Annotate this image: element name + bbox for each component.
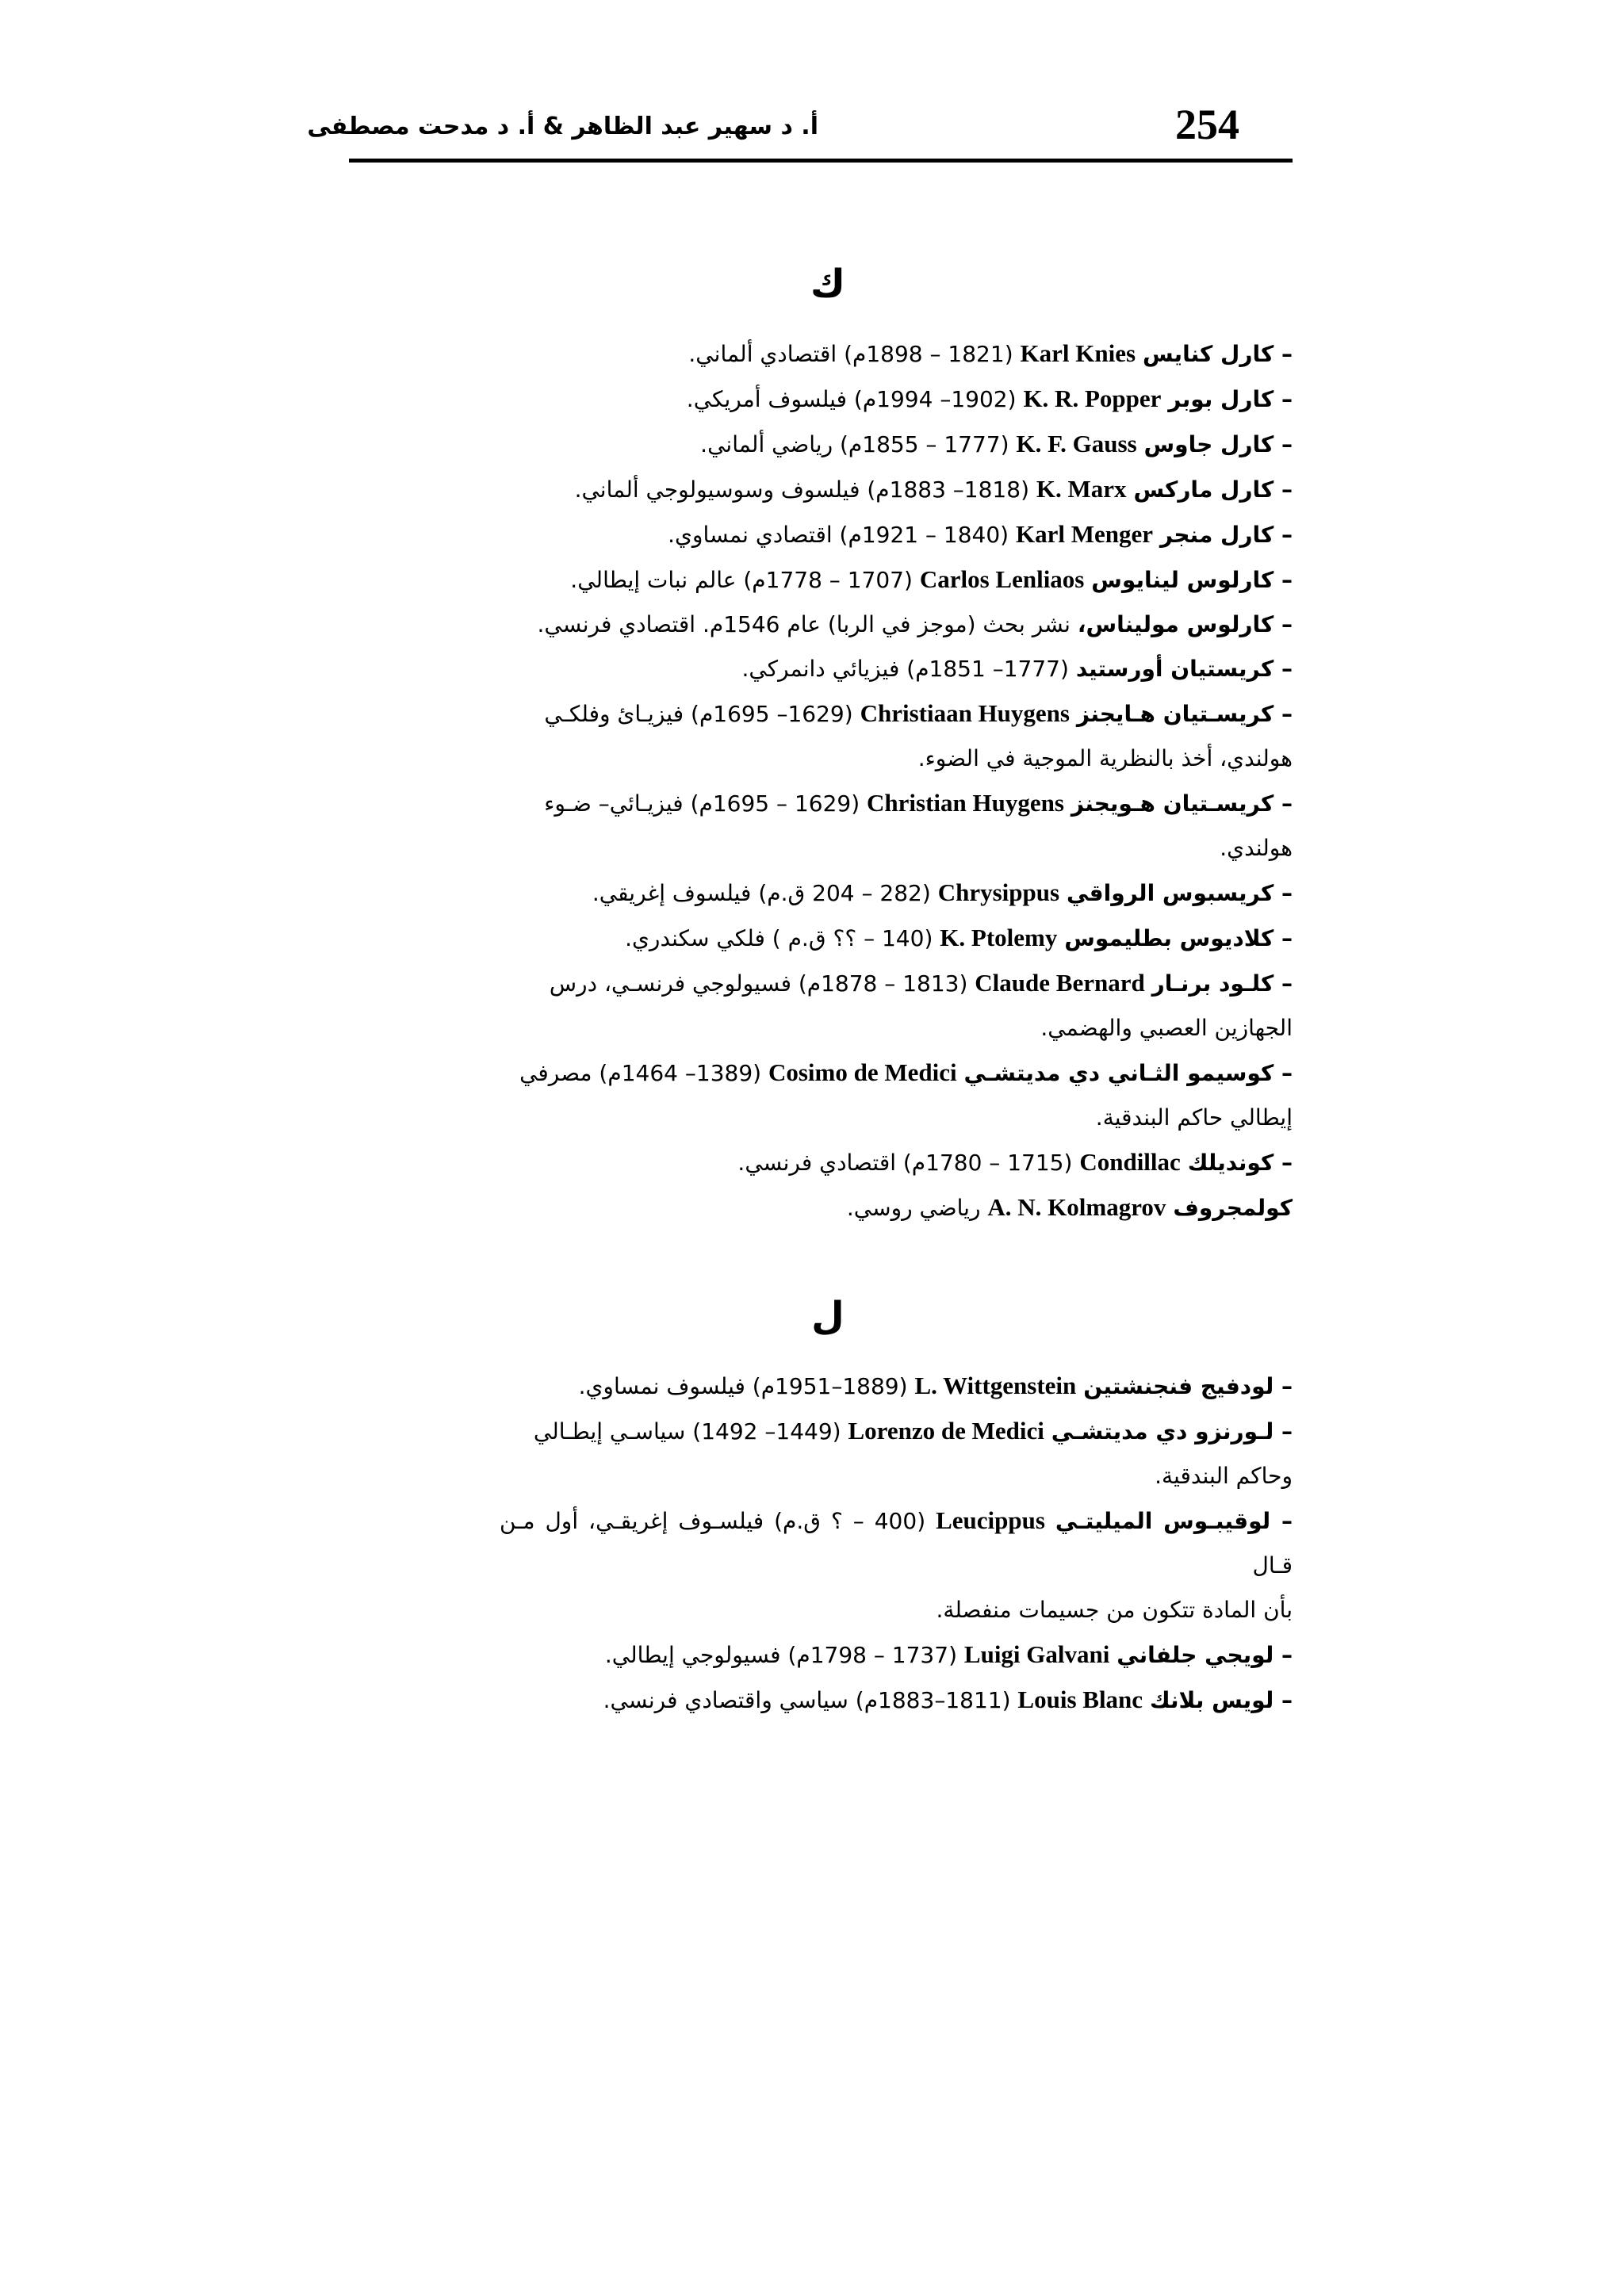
entry-description: (1389– 1464م) مصرفي: [519, 1060, 762, 1086]
entry-name: – لويجي جلفاني: [1116, 1642, 1293, 1668]
glossary-entry: [500, 871, 1293, 916]
entry-latin-name: Karl Knies: [1020, 339, 1136, 367]
glossary-entry: [500, 1678, 1293, 1723]
entry-description: (1811–1883م) سياسي واقتصادي فرنسي.: [603, 1687, 1011, 1713]
running-head: أ. د سهير عبد الظاهر & أ. د مدحت مصطفى: [307, 113, 818, 140]
entry-description: (1821 – 1898م) اقتصادي ألماني.: [688, 341, 1013, 367]
glossary-entry: [500, 691, 1293, 781]
entry-name: – كارل جاوس: [1143, 431, 1293, 457]
page-number: 254: [1175, 101, 1239, 148]
entry-continuation: هولندي، أخذ بالنظرية الموجية في الضوء.: [917, 745, 1293, 771]
entry-continuation: وحاكم البندقية.: [1155, 1463, 1293, 1489]
glossary-entry: [500, 647, 1293, 691]
glossary-entry: [500, 422, 1293, 467]
entry-description: (1813 – 1878م) فسيولوجي فرنسـي، درس: [549, 970, 968, 997]
section-letter-lam: ل: [811, 1294, 845, 1338]
entry-name: – كريسـتيان هـايجنز: [1076, 701, 1293, 727]
entry-name: – كريسـتيان هـويجنز: [1071, 790, 1293, 817]
entry-continuation: إيطالي حاكم البندقية.: [1095, 1104, 1293, 1131]
entry-description: (1707 – 1778م) عالم نبات إيطالي.: [570, 567, 913, 593]
entry-latin-name: Chrysippus: [937, 878, 1060, 906]
glossary-entry: [500, 1632, 1293, 1678]
glossary-entry: [500, 1185, 1293, 1230]
glossary-entry: [500, 603, 1293, 647]
glossary-entry: [500, 781, 1293, 871]
entry-description: (1629– 1695م) فيزيـائ وفلكـي: [544, 701, 853, 727]
entry-continuation: الجهازين العصبي والهضمي.: [1040, 1015, 1293, 1041]
entry-continuation: بأن المادة تتكون من جسيمات منفصلة.: [936, 1597, 1293, 1623]
glossary-entry: [500, 557, 1293, 603]
glossary-entry: [500, 1140, 1293, 1185]
glossary-entry: [500, 467, 1293, 512]
entry-description: (400 – ؟ ق.م) فيلسـوف إغريقـي، أول مـن قـال: [500, 1508, 1293, 1578]
entry-description: (1715 – 1780م) اقتصادي فرنسي.: [737, 1150, 1073, 1176]
entry-name: – لوقيبـوس الميليتـي: [1055, 1508, 1293, 1534]
entry-description: (1737 – 1798م) فسيولوجي إيطالي.: [604, 1642, 957, 1668]
glossary-entry: [500, 916, 1293, 961]
glossary-entry: [500, 1364, 1293, 1409]
entry-name: – كارل كنايس: [1142, 341, 1293, 367]
entry-description: (1902– 1994م) فيلسوف أمريكي.: [686, 386, 1017, 412]
entry-latin-name: K. Marx: [1036, 475, 1127, 503]
entry-name: – كارل بوبر: [1168, 386, 1293, 412]
entry-latin-name: Cosimo de Medici: [768, 1058, 957, 1086]
entry-latin-name: Claude Bernard: [975, 969, 1145, 997]
entry-name: – كارلوس موليناس،: [1077, 611, 1293, 637]
entry-name: – كارلوس لينايوس: [1091, 567, 1293, 593]
entry-latin-name: K. Ptolemy: [940, 924, 1058, 951]
entry-description: (1449– 1492) سياسـي إيطـالي: [533, 1418, 841, 1445]
entry-latin-name: Luigi Galvani: [963, 1640, 1110, 1668]
section-letter-kaf: ك: [810, 262, 845, 306]
entry-name: – كوسيمو الثـاني دي مديتشـي: [963, 1060, 1293, 1086]
entry-latin-name: K. R. Popper: [1023, 385, 1162, 412]
entry-description: (1840 – 1921م) اقتصادي نمساوي.: [668, 522, 1009, 548]
entry-latin-name: Christiaan Huygens: [860, 699, 1070, 727]
section-entries-kaf: [500, 331, 1293, 1230]
glossary-entry: [500, 1050, 1293, 1140]
entry-description: نشر بحث (موجز في الربا) عام 1546م. اقتصادي فرنسي.: [537, 611, 1071, 637]
entry-latin-name: Christian Huygens: [867, 789, 1064, 817]
entry-name: – كارل منجر: [1159, 522, 1293, 548]
glossary-entry: [500, 512, 1293, 557]
entry-name: – لـورنزو دي مديتشـي: [1051, 1418, 1293, 1445]
glossary-entry: [500, 331, 1293, 377]
entry-description: (140 – ؟؟ ق.م ) فلكي سكندري.: [625, 925, 933, 951]
entry-name: – كريسبوس الرواقي: [1066, 880, 1293, 906]
entry-description: (1629 – 1695م) فيزيـائي– ضـوء: [544, 790, 860, 817]
entry-latin-name: Karl Menger: [1016, 520, 1154, 548]
entry-latin-name: Condillac: [1079, 1148, 1181, 1176]
entry-description: رياضي روسي.: [846, 1195, 981, 1221]
entry-name: – كونديلك: [1187, 1150, 1293, 1176]
entry-latin-name: Carlos Lenliaos: [919, 565, 1085, 593]
glossary-entry: [500, 1498, 1293, 1632]
entry-latin-name: Louis Blanc: [1017, 1686, 1143, 1713]
entry-latin-name: Leucippus: [936, 1506, 1045, 1534]
glossary-entry: [500, 377, 1293, 422]
entry-name: كولمجروف: [1173, 1195, 1293, 1221]
entry-name: – كلـود برنـار: [1151, 970, 1293, 997]
entry-name: – لويس بلانك: [1149, 1687, 1293, 1713]
entry-latin-name: L. Wittgenstein: [914, 1372, 1077, 1399]
entry-latin-name: Lorenzo de Medici: [848, 1417, 1044, 1445]
entry-description: (282 – 204 ق.م) فيلسوف إغريقي.: [592, 880, 931, 906]
entry-continuation: هولندي.: [1220, 835, 1293, 861]
entry-description: (1889–1951م) فيلسوف نمساوي.: [578, 1373, 908, 1399]
entry-latin-name: A. N. Kolmagrov: [987, 1193, 1166, 1221]
entry-latin-name: K. F. Gauss: [1016, 430, 1137, 457]
glossary-entry: [500, 1409, 1293, 1498]
entry-description: (1818– 1883م) فيلسوف وسوسيولوجي ألماني.: [574, 476, 1029, 503]
entry-description: (1777 – 1855م) رياضي ألماني.: [700, 431, 1009, 457]
entry-name: – كلاديوس بطليموس: [1064, 925, 1293, 951]
entry-name: – لودفيج فنجنشتين: [1083, 1373, 1293, 1399]
entry-name: – كريستيان أورستيد: [1075, 656, 1293, 682]
entry-description: (1777– 1851م) فيزيائي دانمركي.: [741, 656, 1069, 682]
section-entries-lam: [500, 1364, 1293, 1723]
entry-name: – كارل ماركس: [1133, 476, 1293, 503]
glossary-entry: [500, 961, 1293, 1050]
